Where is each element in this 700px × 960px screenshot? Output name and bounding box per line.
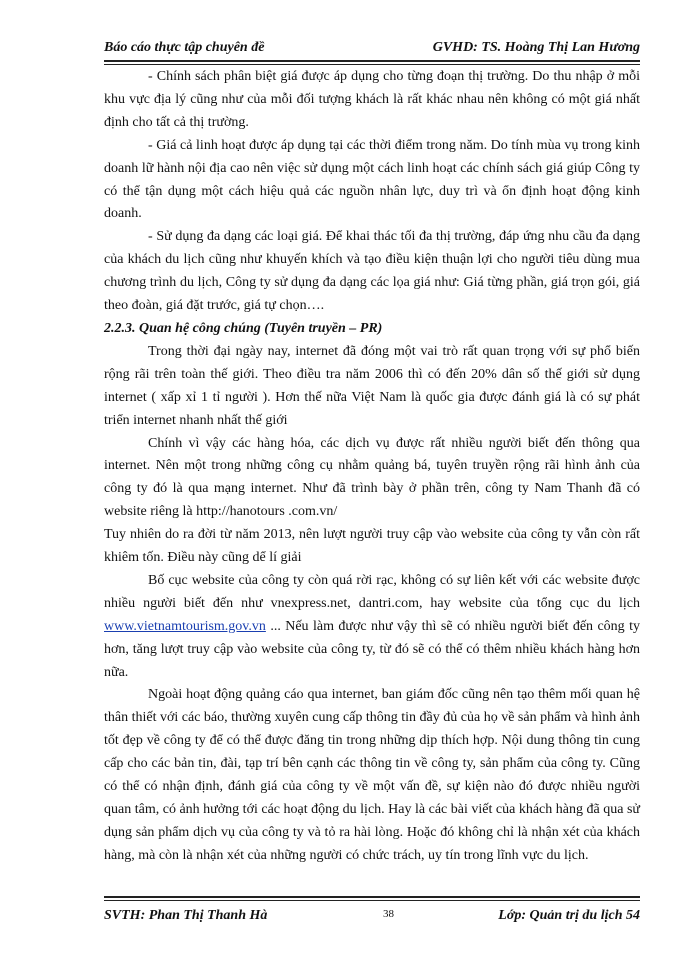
header-advisor: GVHD: TS. Hoàng Thị Lan Hương — [432, 40, 640, 55]
page-header — [104, 38, 640, 62]
paragraph-text: ... Nếu làm được như vậy thì sẽ có nhiều người biết đến công ty hơn, tăng lượt truy cập vào website của công ty, từ đó sẽ có thể có thêm nhiều khách hàng hơn nữa. — [104, 618, 640, 680]
paragraph-visitors: Tuy nhiên do ra đời từ năm 2013, nên lượt người truy cập vào website của công ty vẫn còn rất khiêm tốn. Điều này cũng dể lí giải — [104, 527, 640, 566]
document-body — [104, 66, 640, 868]
paragraph-price-types: - Sử dụng đa dạng các loại giá. Để khai thác tối đa thị trường, đáp ứng nhu cầu đa dạng của khách du lịch cũng như khuyến khích và tạo điều kiện thuận lợi cho người tiêu dùng mua chương trình du lịch, Công ty sử dụng đa dạng các lọa giá như: Giá từng phần, giá trọn gói, giá theo đoàn, giá đặt trước, giá tự chọn…. — [104, 229, 640, 314]
page-footer — [104, 908, 640, 930]
vietnamtourism-link[interactable]: www.vietnamtourism.gov.vn — [104, 618, 266, 634]
paragraph-press-relations: Ngoài hoạt động quảng cáo qua internet, ban giám đốc cũng nên tạo thêm mối quan hệ thân thiết với các báo, thường xuyên cung cấp thông tin đầy đủ của họ về sản phẩm và hình ảnh tốt đẹp về công ty để có thể được đăng tin trong những dịp thích hợp. Nội dung thông tin cung cấp cho các bản tin, đài, tạp trí bên cạnh các thông tin về công ty, sản phẩm của công ty. Cũng có thể có nhận định, đánh giá của công ty về một vấn đề, sự kiện nào đó được nhiều người quan tâm, có ảnh hưởng tới các hoạt động du lịch. Hay là các bài viết của khách hàng đã qua sử dụng sản phẩm dịch vụ của công ty và tỏ ra hài lòng. Hoặc đó không chỉ là nhận xét của khách hàng, mà còn là nhận xét của những người có chức trách, uy tín trong lĩnh vực du lịch. — [104, 687, 640, 863]
paragraph-website: Chính vì vậy các hàng hóa, các dịch vụ được rất nhiều người biết đến thông qua internet. Nên một trong những công cụ nhằm quảng bá, tuyên truyền rộng rãi hình ảnh của công ty đó là qua mạng internet. Như đã trình bày ở phần trên, công ty Nam Thanh đã có website riêng là http://hanotours .com.vn/ — [104, 435, 640, 520]
section-heading: 2.2.3. Quan hệ công chúng (Tuyên truyền – PR) — [104, 320, 383, 336]
paragraph-price-discrimination: - Chính sách phân biệt giá được áp dụng cho từng đoạn thị trường. Do thu nhập ở mỗi khu vực địa lý cũng như của mỗi đối tượng khách là rất khác nhau nên không có một giá nhất định cho tất cả thị trường. — [104, 69, 640, 130]
footer-class: Lớp: Quản trị du lịch 54 — [498, 908, 640, 923]
paragraph-text: Bố cục website của công ty còn quá rời rạc, không có sự liên kết với các website được nhiều người biết đến như vnexpress.net, dantri.com, hay website của tổng cục du lịch — [104, 572, 640, 611]
header-report-title: Báo cáo thực tập chuyên đề — [104, 40, 265, 55]
header-divider — [104, 60, 640, 65]
footer-student: SVTH: Phan Thị Thanh Hà — [104, 908, 268, 923]
paragraph-website-layout — [104, 570, 640, 685]
footer-divider — [104, 896, 640, 901]
page-number: 38 — [383, 908, 394, 920]
paragraph-flexible-pricing: - Giá cả linh hoạt được áp dụng tại các thời điểm trong năm. Do tính mùa vụ trong kinh doanh lữ hành nội địa cao nên việc sử dụng một cách linh hoạt các chính sách giá giúp Công ty có thể tận dụng một cách hiệu quả các nguồn nhân lực, duy trì và ổn định hoạt động kinh doanh. — [104, 137, 640, 222]
paragraph-internet-era: Trong thời đại ngày nay, internet đã đóng một vai trò rất quan trọng với sự phổ biến rộng rãi trên toàn thế giới. Theo điều tra năm 2006 thì có đến 20% dân số thế giới sử dụng internet ( xấp xỉ 1 tỉ người ). Hơn thế nữa Việt Nam là quốc gia được đánh giá là có sự phát triển internet nhanh nhất thế giới — [104, 343, 640, 428]
